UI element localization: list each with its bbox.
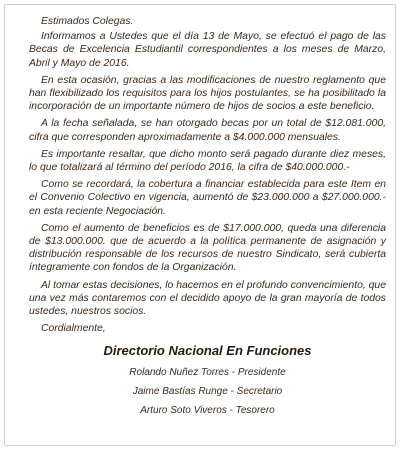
paragraph-ten-month-total: Es importante resaltar, que dicho monto será pagado durante diez meses, lo que totalizará al término del período 2016, la cifra de $40.000.000.- <box>29 148 386 174</box>
paragraph-difference-covered: Como el aumento de beneficios es de $17.000.000, queda una diferencia de $13.000.000. que de acuerdo a la política permanente de asignación y distribución responsable de los recursos de nuestro Sindicato, será cubierta íntegramente con fondos de la Organización. <box>29 222 386 274</box>
signatory-secretary: Jaime Bastías Runge - Secretario <box>132 386 283 398</box>
organization-title: Directorio Nacional En Funciones <box>103 343 312 359</box>
paragraph-payment-notice: Informamos a Ustedes que el día 13 de Mayo, se efectuó el pago de las Becas de Excelencia Estudiantil correspondientes a los meses de Marzo, Abril y Mayo de 2016. <box>29 31 386 69</box>
paragraph-conviction: Al tomar estas decisiones, lo hacemos en el profundo convencimiento, que una vez más contaremos con el decidido apoyo de la gran mayoría de todos ustedes, nuestros socios. <box>29 279 386 318</box>
closing: Cordialmente, <box>41 323 106 335</box>
greeting: Estimados Colegas. <box>41 16 134 27</box>
paragraph-total-granted: A la fecha señalada, se han otorgado becas por un total de $12.081.000, cifra que corresponden aproximadamente a $4.000.000 mensuales. <box>29 118 386 143</box>
signatory-president: Rolando Nuñez Torres - Presidente <box>129 367 286 379</box>
paragraph-regulation-changes: En esta ocasión, gracias a las modificaciones de nuestro reglamento que han flexibilizado los requisitos para los hijos postulantes, se ha posibilitado la incorporación de un importante número de hijos de socios a este beneficio. <box>29 74 386 113</box>
paragraph-coverage-increase: Como se recordará, la cobertura a financiar establecida para este Item en el Convenio Colectivo en vigencia, aumentó de $23.000.000 a $27.000.000.- en esta reciente Negociación. <box>29 179 386 217</box>
letter-page <box>4 4 396 446</box>
signatory-treasurer: Arturo Soto Viveros - Tesorero <box>140 405 275 417</box>
